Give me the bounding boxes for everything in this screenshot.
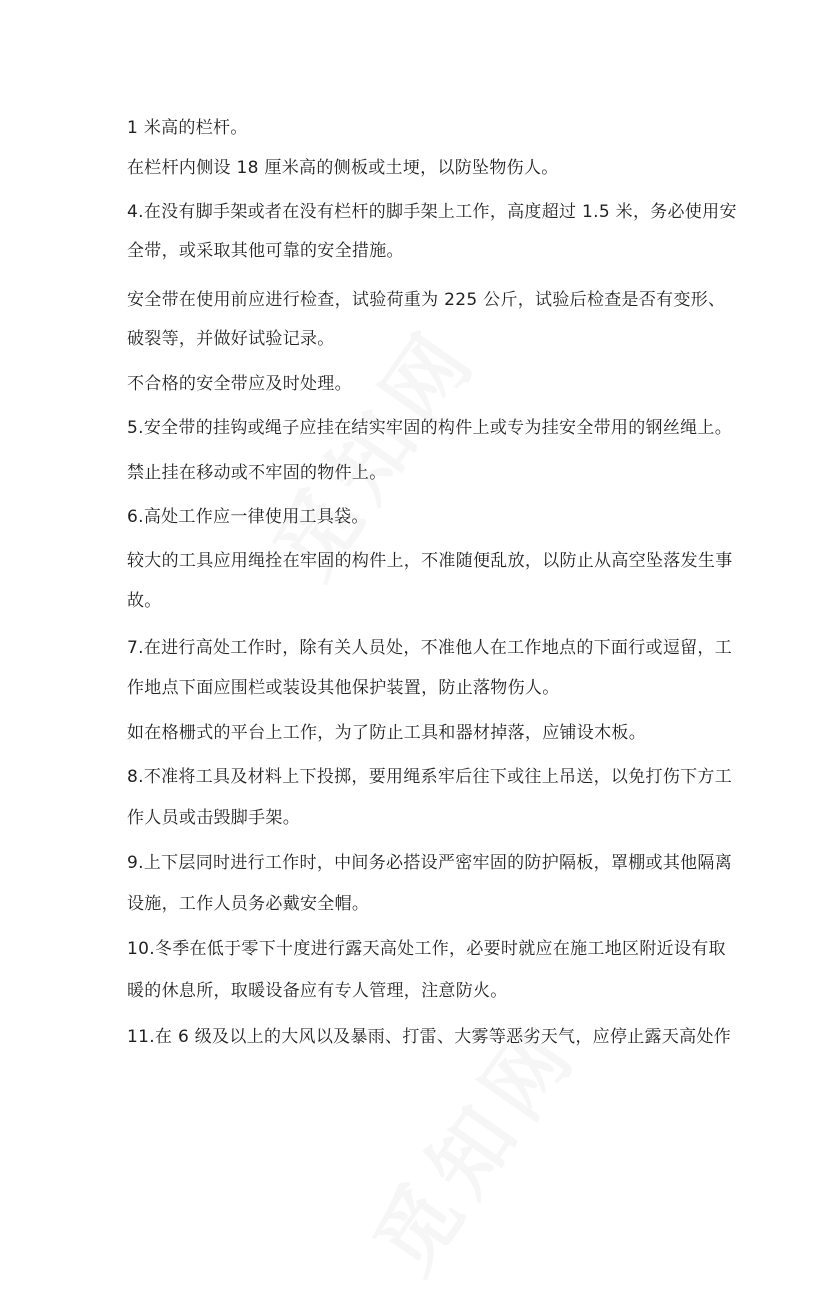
text-line: 7.在进行高处工作时，除有关人员处，不准他人在工作地点的下面行或逗留，工 <box>127 638 733 658</box>
text-line: 9.上下层同时进行工作时，中间务必搭设严密牢固的防护隔板，罩棚或其他隔离 <box>127 853 733 873</box>
text-line: 6.高处工作应一律使用工具袋。 <box>127 507 369 527</box>
text-line: 禁止挂在移动或不牢固的物件上。 <box>127 463 387 483</box>
text-line: 故。 <box>127 591 162 611</box>
text-line: 不合格的安全带应及时处理。 <box>127 374 352 394</box>
text-line: 暖的休息所，取暖设备应有专人管理，注意防火。 <box>127 981 508 1001</box>
text-line: 在栏杆内侧设 18 厘米高的侧板或土埂，以防坠物伤人。 <box>127 158 559 178</box>
text-line: 较大的工具应用绳拴在牢固的构件上，不准随便乱放，以防止从高空坠落发生事 <box>127 551 733 571</box>
text-line: 作人员或击毁脚手架。 <box>127 808 300 828</box>
text-line: 8.不准将工具及材料上下投掷，要用绳系牢后往下或往上吊送，以免打伤下方工 <box>127 767 733 787</box>
text-line: 5.安全带的挂钩或绳子应挂在结实牢固的构件上或专为挂安全带用的钢丝绳上。 <box>127 418 733 438</box>
text-line: 破裂等，并做好试验记录。 <box>127 329 335 349</box>
text-line: 作地点下面应围栏或装设其他保护装置，防止落物伤人。 <box>127 678 560 698</box>
text-line: 全带，或采取其他可靠的安全措施。 <box>127 241 404 261</box>
text-line: 安全带在使用前应进行检查，试验荷重为 225 公斤，试验后检查是否有变形、 <box>127 290 726 310</box>
text-line: 如在格栅式的平台上工作，为了防止工具和器材掉落，应铺设木板。 <box>127 723 646 743</box>
text-line: 11.在 6 级及以上的大风以及暴雨、打雷、大雾等恶劣天气，应停止露天高处作 <box>127 1027 732 1047</box>
text-line: 1 米高的栏杆。 <box>127 118 248 138</box>
text-line: 10.冬季在低于零下十度进行露天高处工作，必要时就应在施工地区附近设有取 <box>127 939 726 959</box>
text-line: 设施，工作人员务必戴安全帽。 <box>127 894 370 914</box>
text-line: 4.在没有脚手架或者在没有栏杆的脚手架上工作，高度超过 1.5 米，务必使用安 <box>127 202 737 222</box>
